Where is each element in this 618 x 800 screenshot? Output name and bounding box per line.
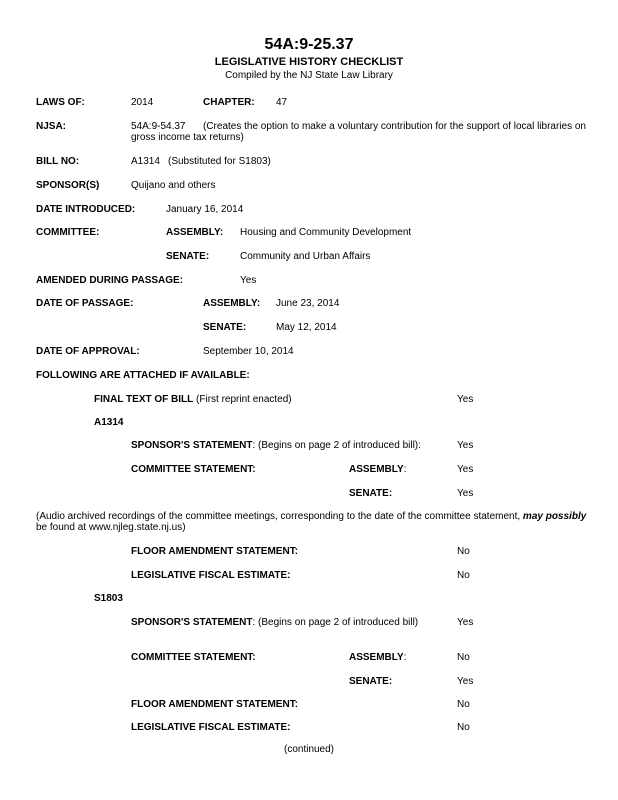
a1314-sponsor-statement-bold: SPONSOR'S STATEMENT [131, 440, 253, 451]
a1314-fiscal-estimate-value: No [457, 570, 470, 581]
a1314-committee-assembly-label [349, 464, 406, 476]
passage-assembly-value: June 23, 2014 [276, 298, 340, 309]
sponsors-value: Quijano and others [131, 180, 216, 191]
a1314-sponsor-statement-rest: : (Begins on page 2 of introduced bill): [252, 440, 421, 451]
amended-value: Yes [240, 275, 257, 286]
s1803-committee-assembly-value: No [457, 652, 470, 663]
final-text-value: Yes [457, 394, 474, 405]
date-of-passage-label: DATE OF PASSAGE: [36, 298, 134, 309]
passage-senate-label: SENATE: [203, 322, 247, 333]
committee-senate-label: SENATE: [166, 251, 210, 262]
a1314-committee-statement-label: COMMITTEE STATEMENT: [131, 464, 256, 475]
s1803-committee-senate-label: SENATE: [349, 676, 393, 687]
laws-of-label: LAWS OF: [36, 97, 85, 108]
s1803-sponsor-statement-rest: : (Begins on page 2 of introduced bill) [252, 617, 419, 628]
audio-note-part1: (Audio archived recordings of the committee meetings, corresponding to the date of the committee statement, [36, 511, 523, 522]
date-introduced-label: DATE INTRODUCED: [36, 204, 136, 215]
a1314-committee-senate-label: SENATE: [349, 488, 393, 499]
bill-no-value: A1314 [131, 156, 160, 167]
audio-note-emphasis: may possibly [522, 511, 587, 522]
a1314-fiscal-estimate-label: LEGISLATIVE FISCAL ESTIMATE: [131, 570, 291, 581]
a1314-floor-amendment-value: No [457, 546, 470, 557]
s1803-floor-amendment-label: FLOOR AMENDMENT STATEMENT: [131, 699, 299, 710]
attachments-heading: FOLLOWING ARE ATTACHED IF AVAILABLE: [36, 370, 250, 381]
s1803-heading: S1803 [94, 593, 123, 604]
sponsors-label: SPONSOR(S) [36, 180, 100, 191]
bill-no-note: (Substituted for S1803) [168, 156, 271, 167]
continued-note: (continued) [283, 744, 335, 755]
audio-note-line2: be found at www.njleg.state.nj.us) [36, 522, 186, 533]
passage-assembly-label: ASSEMBLY: [203, 298, 261, 309]
committee-assembly-value: Housing and Community Development [240, 227, 412, 238]
document-subtitle: LEGISLATIVE HISTORY CHECKLIST [214, 56, 404, 68]
s1803-floor-amendment-value: No [457, 699, 470, 710]
laws-of-value: 2014 [131, 97, 154, 108]
s1803-fiscal-estimate-value: No [457, 722, 470, 733]
a1314-heading: A1314 [94, 417, 124, 428]
s1803-fiscal-estimate-label: LEGISLATIVE FISCAL ESTIMATE: [131, 722, 291, 733]
s1803-sponsor-statement-label [131, 617, 418, 629]
final-text-label-rest: (First reprint enacted) [193, 394, 292, 405]
a1314-committee-senate-value: Yes [457, 488, 474, 499]
final-text-label-bold: FINAL TEXT OF BILL [94, 394, 194, 405]
committee-label: COMMITTEE: [36, 227, 100, 238]
njsa-value: 54A:9-54.37 [131, 121, 186, 132]
njsa-label: NJSA: [36, 121, 67, 132]
a1314-committee-assembly-value: Yes [457, 464, 474, 475]
a1314-assembly-colon: : [403, 464, 407, 475]
a1314-sponsor-statement-value: Yes [457, 440, 474, 451]
s1803-committee-assembly-label [349, 652, 406, 664]
s1803-sponsor-statement-value: Yes [457, 617, 474, 628]
chapter-label: CHAPTER: [203, 97, 255, 108]
passage-senate-value: May 12, 2014 [276, 322, 337, 333]
committee-assembly-label: ASSEMBLY: [166, 227, 224, 238]
njsa-description-line2: gross income tax returns) [131, 132, 244, 143]
s1803-assembly-bold: ASSEMBLY [349, 652, 404, 663]
compiled-by: Compiled by the NJ State Law Library [225, 70, 393, 81]
s1803-sponsor-statement-bold: SPONSOR'S STATEMENT [131, 617, 253, 628]
s1803-committee-statement-label: COMMITTEE STATEMENT: [131, 652, 256, 663]
a1314-sponsor-statement-label [131, 440, 421, 452]
s1803-committee-senate-value: Yes [457, 676, 474, 687]
a1314-assembly-bold: ASSEMBLY [349, 464, 404, 475]
date-of-approval-label: DATE OF APPROVAL: [36, 346, 140, 357]
page-title: 54A:9-25.37 [264, 36, 354, 53]
s1803-assembly-colon: : [403, 652, 407, 663]
njsa-description-line1: (Creates the option to make a voluntary contribution for the support of local libraries on [203, 121, 586, 132]
final-text-label [94, 394, 292, 406]
date-introduced-value: January 16, 2014 [166, 204, 244, 215]
chapter-value: 47 [276, 97, 288, 108]
a1314-floor-amendment-label: FLOOR AMENDMENT STATEMENT: [131, 546, 299, 557]
date-of-approval-value: September 10, 2014 [203, 346, 294, 357]
amended-label: AMENDED DURING PASSAGE: [36, 275, 184, 286]
bill-no-label: BILL NO: [36, 156, 80, 167]
committee-senate-value: Community and Urban Affairs [240, 251, 371, 262]
